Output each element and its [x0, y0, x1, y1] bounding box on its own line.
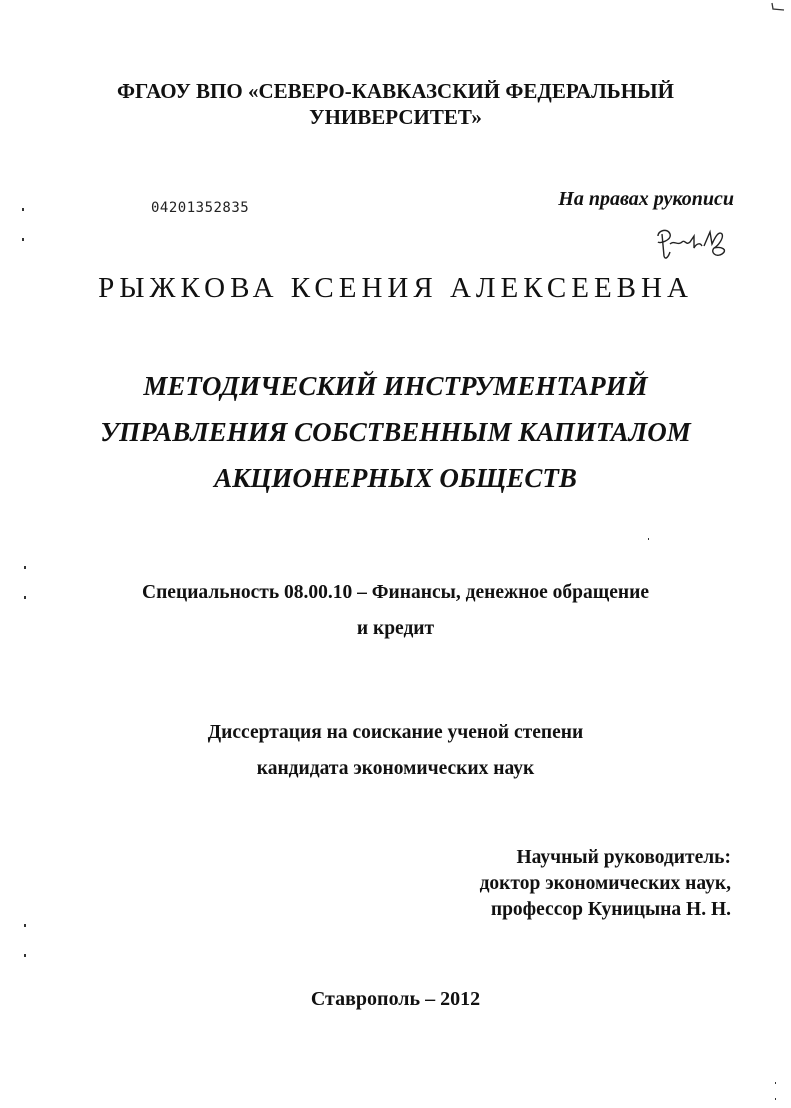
thesis-title-line-1: МЕТОДИЧЕСКИЙ ИНСТРУМЕНТАРИЙ	[143, 371, 648, 401]
scan-speck	[24, 924, 26, 927]
signature-image	[652, 222, 732, 262]
specialty-line-1: Специальность 08.00.10 – Финансы, денежное обращение	[141, 582, 649, 603]
scan-speck	[24, 566, 26, 569]
thesis-title-line-3: АКЦИОНЕРНЫХ ОБЩЕСТВ	[214, 463, 577, 493]
thesis-title	[0, 363, 791, 501]
institution-line-2: УНИВЕРСИТЕТ»	[309, 105, 482, 129]
specialty	[0, 575, 791, 647]
author-name: РЫЖКОВА КСЕНИЯ АЛЕКСЕЕВНА	[98, 272, 693, 304]
dissertation-line-2: кандидата экономических наук	[256, 758, 535, 779]
scan-speck	[22, 238, 24, 241]
scan-speck	[775, 1082, 776, 1084]
advisor-name: профессор Куницына Н. Н.	[490, 899, 731, 920]
advisor-degree: доктор экономических наук,	[479, 873, 731, 894]
dissertation-degree	[0, 715, 791, 787]
scan-speck	[24, 954, 26, 957]
scan-speck	[775, 1098, 776, 1100]
manuscript-label: На правах рукописи	[558, 188, 734, 210]
thesis-title-line-2: УПРАВЛЕНИЯ СОБСТВЕННЫМ КАПИТАЛОМ	[100, 417, 691, 447]
scan-speck	[24, 596, 26, 599]
institution-line-1: ФГАОУ ВПО «СЕВЕРО-КАВКАЗСКИЙ ФЕДЕРАЛЬНЫЙ	[117, 79, 674, 103]
advisor-label: Научный руководитель:	[516, 847, 731, 868]
scientific-advisor	[480, 845, 731, 923]
corner-scan-mark	[771, 2, 785, 12]
city-year: Ставрополь – 2012	[310, 988, 481, 1010]
scan-speck	[22, 208, 24, 211]
specialty-line-2: и кредит	[356, 618, 435, 639]
scan-speck	[648, 538, 649, 540]
institution-name	[0, 78, 791, 130]
dissertation-line-1: Диссертация на соискание ученой степени	[207, 722, 584, 743]
registration-number: 04201352835	[151, 200, 250, 216]
